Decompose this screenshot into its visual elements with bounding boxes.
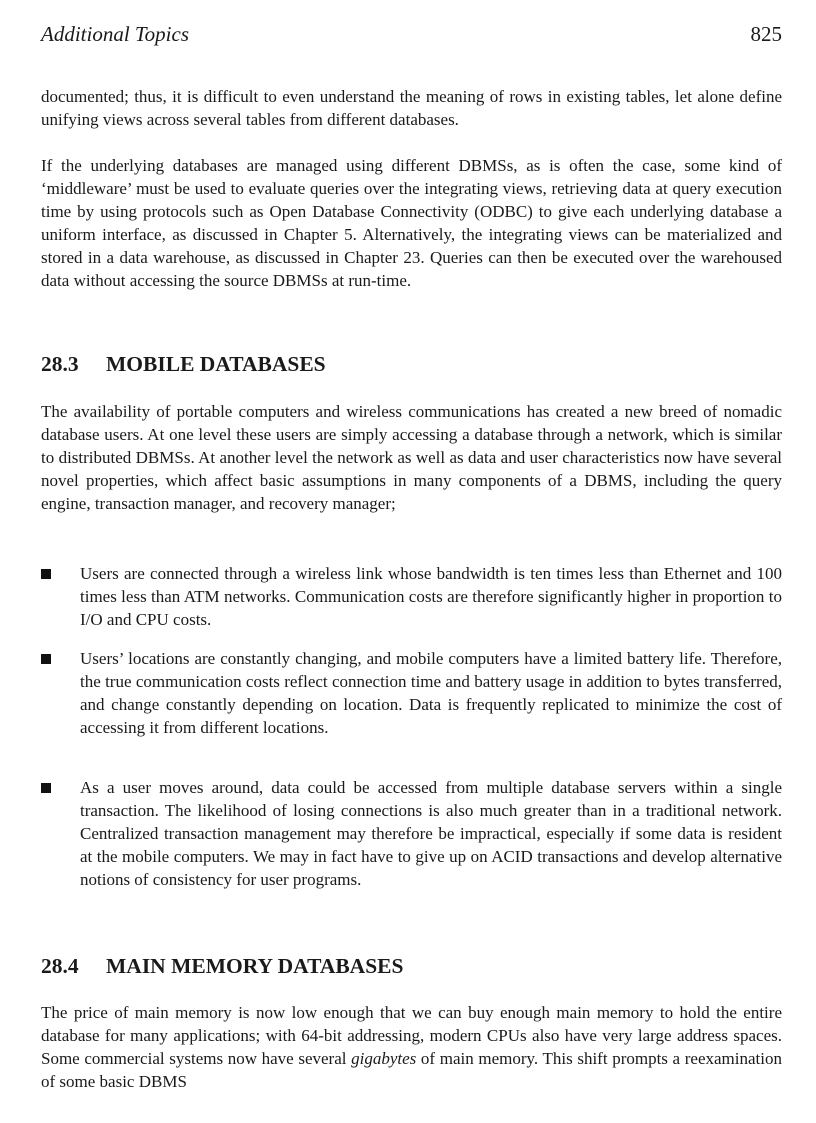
list-item-text: Users are connected through a wireless link whose bandwidth is ten times less than Ethernet and 100 times less than ATM networks. Communication costs are therefore significantly higher in proportion to I/O and CPU costs. (80, 564, 782, 630)
paragraph-continued: documented; thus, it is difficult to even understand the meaning of rows in existing tables, let alone define unifying views across several tables from different databases. (41, 87, 782, 130)
square-bullet-icon (41, 783, 51, 793)
paragraph-mobile-intro: The availability of portable computers and wireless communications has created a new breed of nomadic database users. At one level these users are simply accessing a database through a network, which is similar to distributed DBMSs. At another level the network as well as data and user characteristics now have several novel properties, which affect basic assumptions in many components of a DBMS, including the query engine, transaction manager, and recovery manager; (41, 402, 782, 514)
running-header (41, 20, 782, 48)
page-number: 825 (750, 22, 782, 46)
section-title: MOBILE DATABASES (106, 352, 326, 376)
section-heading-28-3 (41, 350, 326, 378)
list-item-text: As a user moves around, data could be accessed from multiple database servers within a single transaction. The likelihood of losing connections is also much greater than in a traditional network. Centralized transaction management may therefore be impractical, especially if some data is resident at the mobile computers. We may in fact have to give up on ACID transactions and develop alternative notions of consistency for user programs. (80, 778, 782, 890)
running-header-title: Additional Topics (41, 22, 189, 46)
intro-text-continued: of main memory. This shift prompts a reexamination of some basic DBMS (41, 1049, 782, 1092)
section-title: MAIN MEMORY DATABASES (106, 954, 404, 978)
section-number: 28.3 (41, 352, 79, 376)
square-bullet-icon (41, 569, 51, 579)
list-item (41, 562, 782, 631)
section-number: 28.4 (41, 954, 79, 978)
emphasized-term: gigabytes (351, 1049, 417, 1069)
intro-text: The price of main memory is now low enough that we can buy enough main memory to hold the entire database for many applications; with 64-bit addressing, modern CPUs also have very large address spaces. Some commercial systems now have several (41, 1003, 782, 1069)
paragraph-middleware: If the underlying databases are managed using different DBMSs, as is often the case, some kind of ‘middleware’ must be used to evaluate queries over the integrating views, retrieving data at query execution time by using protocols such as Open Database Connectivity (ODBC) to give each underlying database a uniform interface, as discussed in Chapter 5. Alternatively, the integrating views can be materialized and stored in a data warehouse, as discussed in Chapter 23. Queries can then be executed over the warehoused data without accessing the source DBMSs at run-time. (41, 156, 782, 291)
list-item (41, 776, 782, 891)
list-item (41, 647, 782, 739)
list-item-text: Users’ locations are constantly changing, and mobile computers have a limited battery life. Therefore, the true communication costs reflect connection time and battery usage in addition to bytes transferred, and change constantly depending on location. Data is frequently replicated to minimize the cost of accessing it from different locations. (80, 649, 782, 738)
section-heading-28-4 (41, 952, 403, 980)
paragraph-main-memory-intro (41, 1001, 782, 1093)
square-bullet-icon (41, 654, 51, 664)
